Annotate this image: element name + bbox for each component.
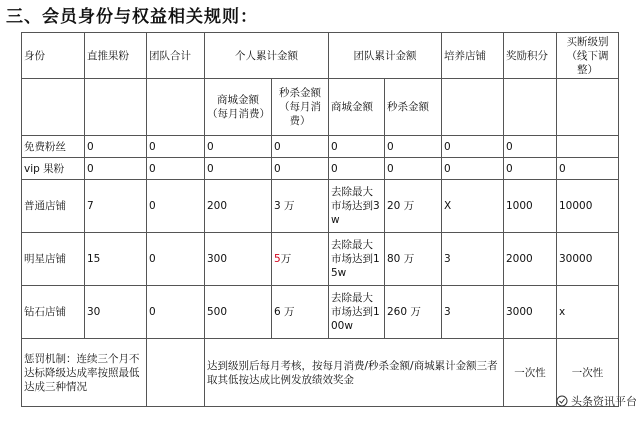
header-flash-amount: 秒杀金额	[385, 79, 442, 136]
watermark	[556, 393, 637, 409]
highlighted-number: 5	[274, 253, 281, 265]
watermark-text: 头条资讯平台	[571, 395, 637, 408]
table-row: 明星店铺 15 0 300 5万 去除最大市场达到15w 80 万 3 2000 30000	[22, 233, 619, 286]
header-team-cumulative: 团队累计金额	[329, 33, 442, 79]
identity-cell: 钻石店铺	[22, 286, 85, 339]
member-rules-table	[21, 32, 619, 407]
header-personal-total: 个人累计金额	[205, 33, 329, 79]
table-row: vip 果粉 0 0 0 0 0 0 0 0 0	[22, 158, 619, 180]
identity-cell: 普通店铺	[22, 180, 85, 233]
footer-row	[22, 339, 619, 407]
penalty-mechanism: 惩罚机制：连续三个月不达标降级达成率按照最低达成三种情况	[22, 339, 147, 407]
header-reward-points: 奖励积分	[504, 33, 557, 79]
header-row-1	[22, 33, 619, 79]
header-mall-amount-monthly: 商城金额（每月消费）	[205, 79, 272, 136]
one-time-buy: 一次性	[557, 339, 619, 407]
table-row: 钻石店铺 30 0 500 6 万 去除最大市场达到100w 260 万 3 3000 x	[22, 286, 619, 339]
table-row: 免费粉丝 0 0 0 0 0 0 0 0	[22, 136, 619, 158]
section-heading: 三、会员身份与权益相关规则：	[6, 7, 258, 27]
identity-cell: 免费粉丝	[22, 136, 85, 158]
header-flash-amount-monthly: 秒杀金额（每月消费）	[272, 79, 329, 136]
header-identity: 身份	[22, 33, 85, 79]
header-train-store: 培养店铺	[442, 33, 504, 79]
header-buy-level: 买断级别（线下调整）	[557, 33, 619, 79]
identity-cell: vip 果粉	[22, 158, 85, 180]
header-row-2	[22, 79, 619, 136]
table-row: 普通店铺 7 0 200 3 万 去除最大市场达到3w 20 万 X 1000 10000	[22, 180, 619, 233]
header-direct-fans: 直推果粉	[85, 33, 147, 79]
identity-cell: 明星店铺	[22, 233, 85, 286]
header-mall-amount: 商城金额	[329, 79, 385, 136]
monthly-assessment: 达到级别后每月考核，按每月消费/秒杀金额/商城累计金额三者取其低按达成比例发放绩效奖金	[205, 339, 504, 407]
one-time-points: 一次性	[504, 339, 557, 407]
watermark-logo-icon	[556, 395, 568, 407]
header-team-total: 团队合计	[147, 33, 205, 79]
